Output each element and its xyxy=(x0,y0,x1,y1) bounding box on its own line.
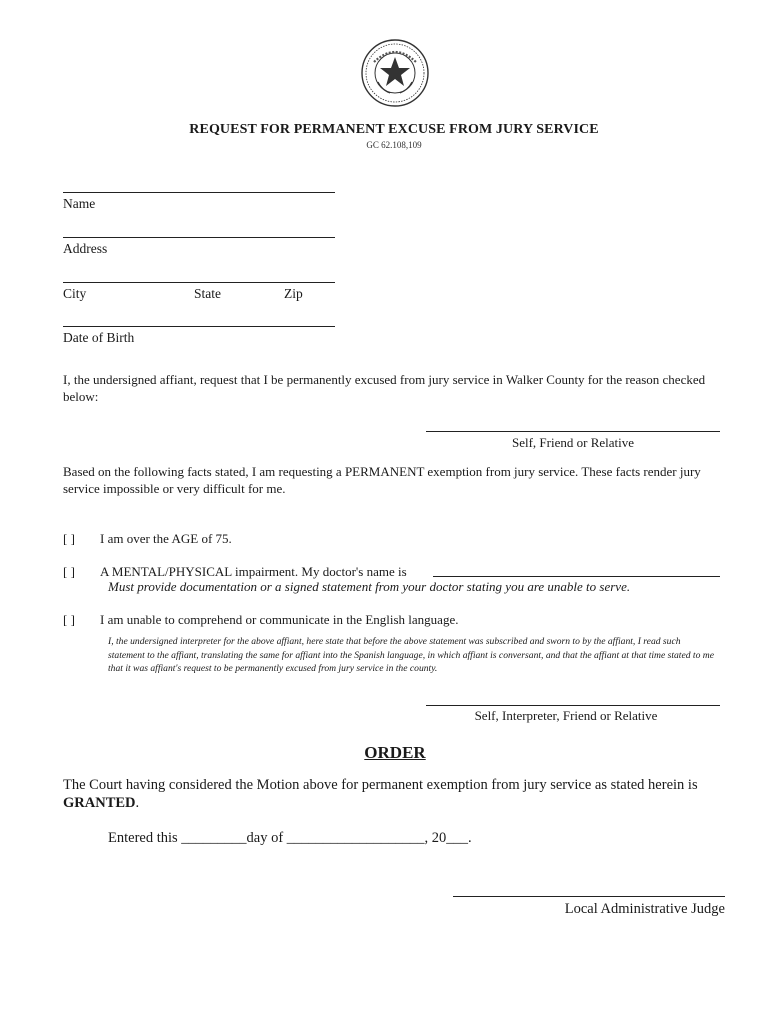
intro-paragraph: I, the undersigned affiant, request that I be permanently excused from jury service in Walker County for the reason checked below: xyxy=(63,372,706,404)
name-line[interactable] xyxy=(63,192,335,193)
page-title: REQUEST FOR PERMANENT EXCUSE FROM JURY SERVICE xyxy=(189,122,599,137)
name-label: Name xyxy=(63,196,96,211)
city-state-zip-line[interactable] xyxy=(63,282,335,283)
mental-note: Must provide documentation or a signed statement from your doctor stating you are unable to serve. xyxy=(108,579,631,594)
facts-paragraph: Based on the following facts stated, I am requesting a PERMANENT exemption from jury service. These facts render jury service impossible or very difficult for me. xyxy=(63,464,701,496)
order-paragraph xyxy=(63,776,733,812)
order-heading: ORDER xyxy=(364,743,426,762)
address-label: Address xyxy=(63,241,108,256)
dob-line[interactable] xyxy=(63,326,335,327)
zip-label: Zip xyxy=(284,286,303,301)
english-checkbox[interactable]: [ ] xyxy=(63,612,75,627)
dob-label: Date of Birth xyxy=(63,330,135,345)
age-option-label: I am over the AGE of 75. xyxy=(100,531,232,546)
granted-text: GRANTED xyxy=(63,795,136,811)
english-option-label: I am unable to comprehend or communicate in the English language. xyxy=(100,612,459,627)
age-checkbox[interactable]: [ ] xyxy=(63,531,75,546)
doctor-name-line[interactable] xyxy=(433,576,720,577)
address-line[interactable] xyxy=(63,237,335,238)
signature-label-1: Self, Friend or Relative xyxy=(511,435,635,450)
state-label: State xyxy=(194,286,221,301)
order-text: The Court having considered the Motion above for permanent exemption from jury service as stated herein is xyxy=(63,777,698,793)
statute-code: GC 62.108,109 xyxy=(366,140,422,150)
entered-date-line[interactable]: Entered this _________day of ___________________, 20___. xyxy=(108,830,472,846)
interpreter-note: I, the undersigned interpreter for the above affiant, here state that before the above statement was subscribed and sworn to by the affiant, I read such statement to the affiant, translating the same for affiant into the Spanish language, in which affiant is conversant, and that the affiant at that time stated to me that it was affiant's request to be permanently excused from jury service in the county. xyxy=(108,636,714,674)
city-label: City xyxy=(63,286,87,301)
texas-state-seal-icon xyxy=(360,38,430,108)
signature-line-1[interactable] xyxy=(426,431,720,432)
order-period: . xyxy=(135,795,140,811)
judge-signature-line[interactable] xyxy=(453,896,725,897)
mental-option-label: A MENTAL/PHYSICAL impairment. My doctor's name is xyxy=(100,564,407,579)
signature-line-2[interactable] xyxy=(426,705,720,706)
signature-label-2: Self, Interpreter, Friend or Relative xyxy=(474,708,658,723)
mental-checkbox[interactable]: [ ] xyxy=(63,564,75,579)
judge-label: Local Administrative Judge xyxy=(564,901,725,917)
